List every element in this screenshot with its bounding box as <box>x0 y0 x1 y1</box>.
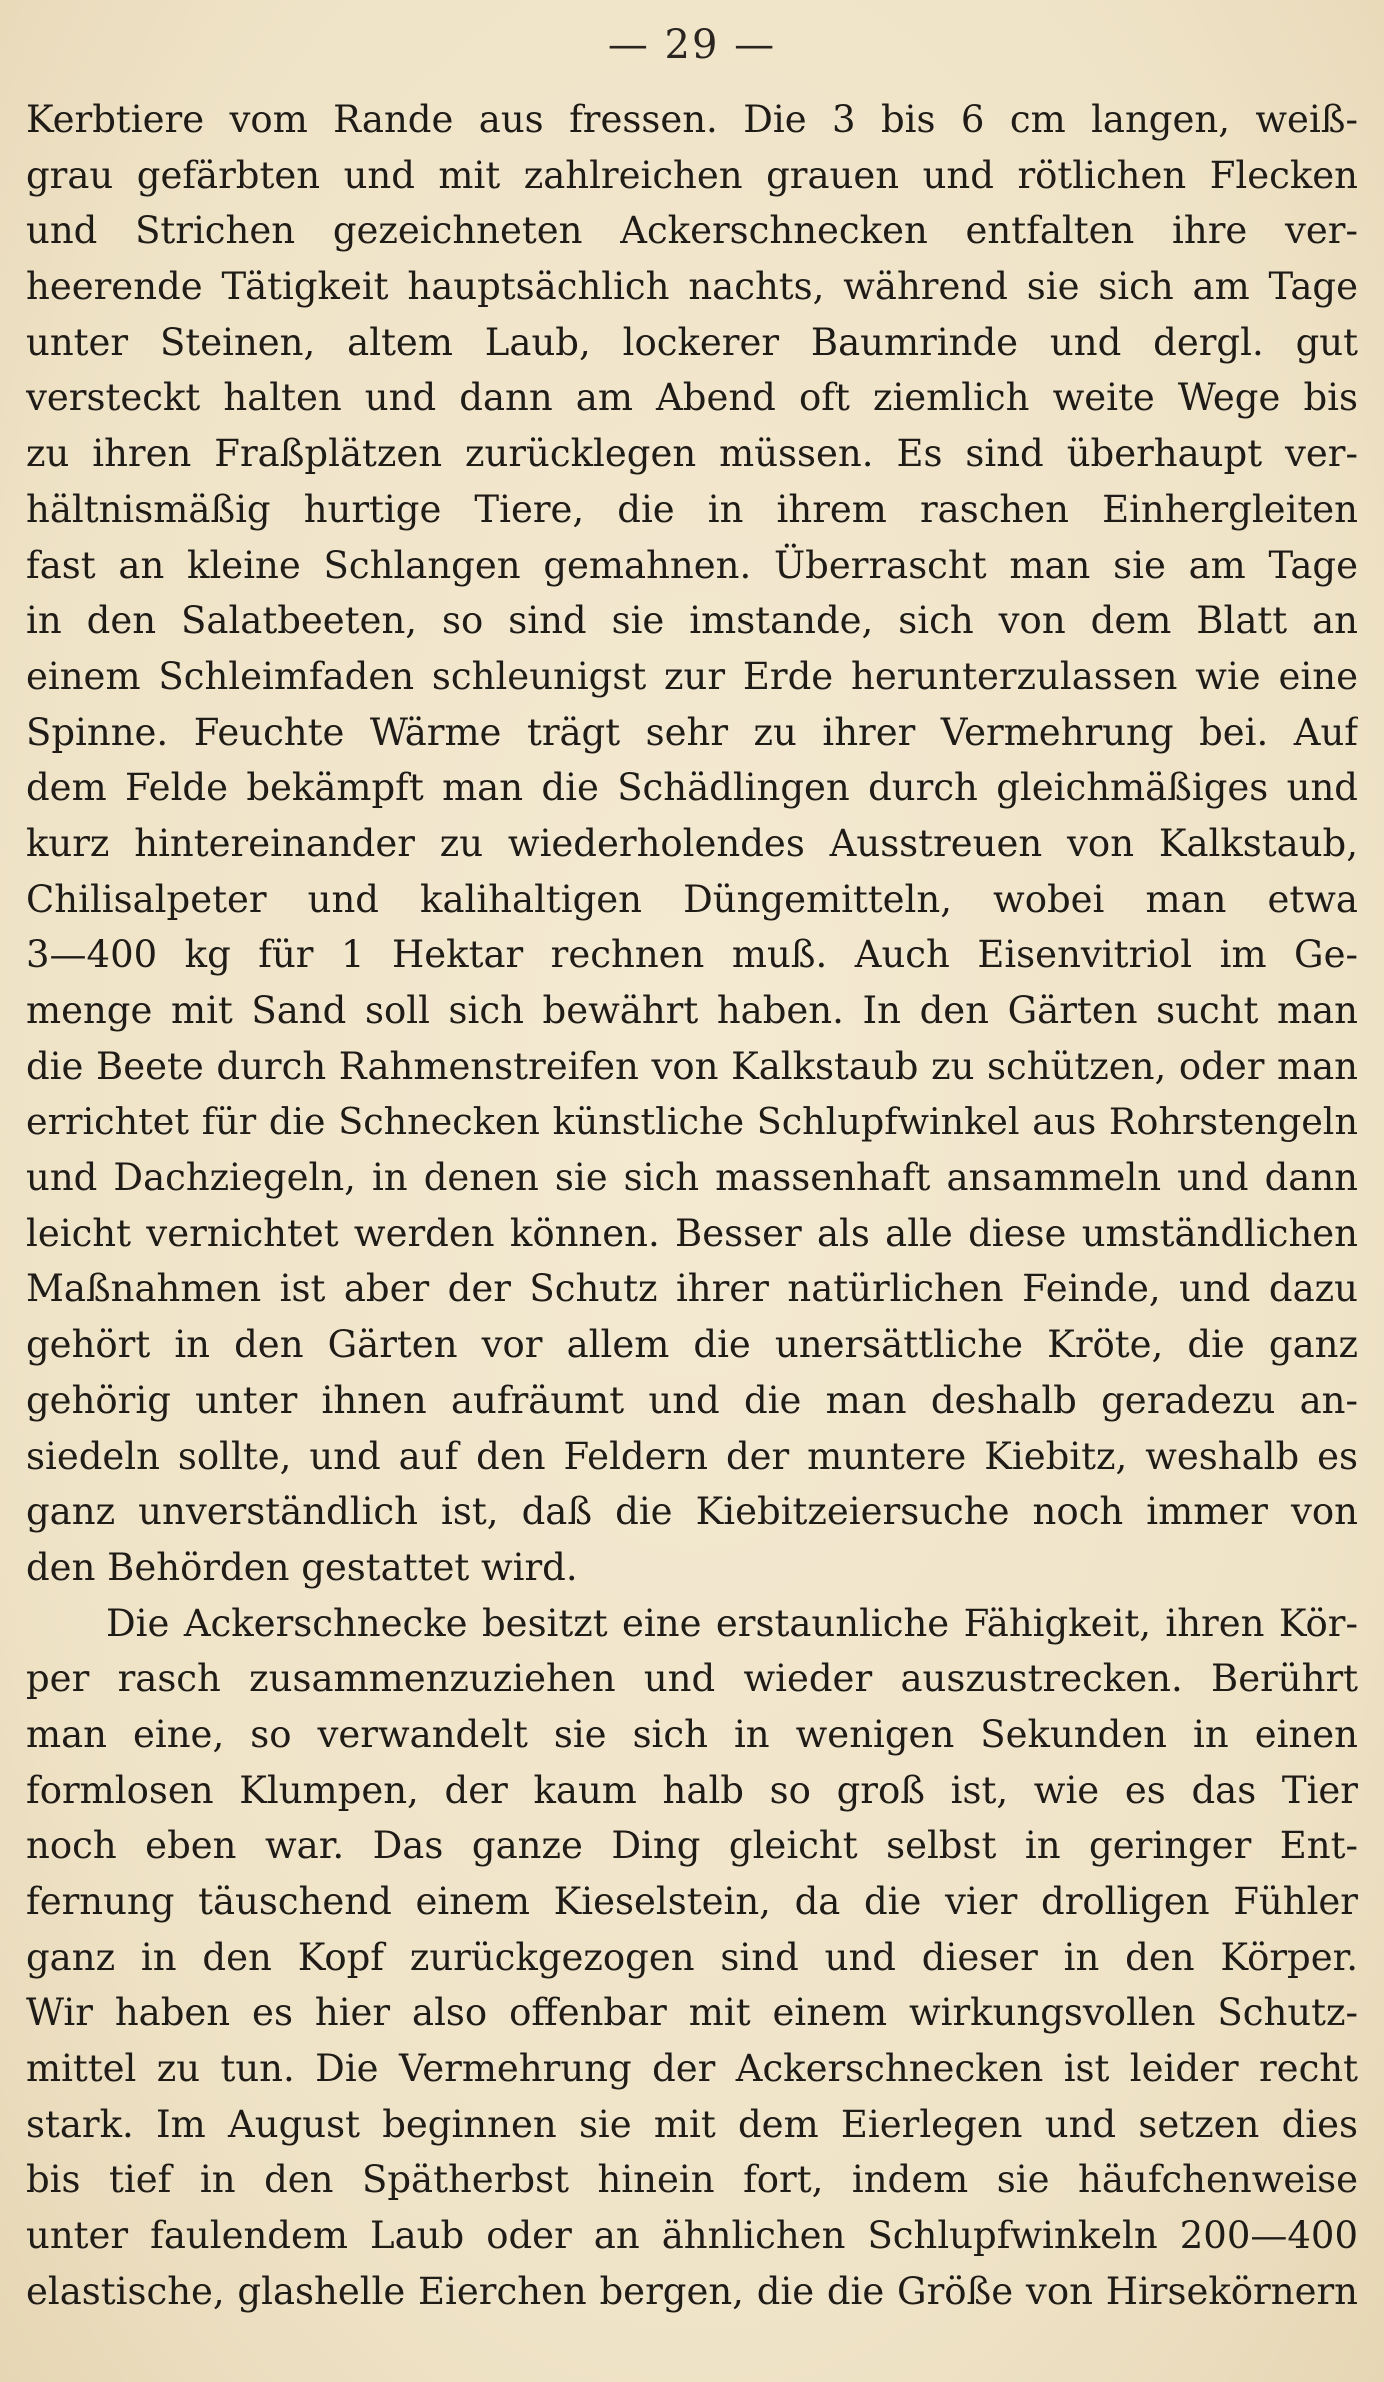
paragraph-1 <box>26 92 1358 1596</box>
text-line: per rasch zusammenzuziehen und wieder auszustrecken. Berührt <box>26 1657 1358 1701</box>
text-line: 3—400 kg für 1 Hektar rechnen muß. Auch Eisenvitriol im Ge- <box>26 933 1358 977</box>
text-line: und Dachziegeln, in denen sie sich massenhaft ansammeln und dann <box>26 1156 1358 1200</box>
text-line: grau gefärbten und mit zahlreichen grauen und rötlichen Flecken <box>26 153 1358 197</box>
text-line: Spinne. Feuchte Wärme trägt sehr zu ihrer Vermehrung bei. Auf <box>26 710 1358 754</box>
text-line: formlosen Klumpen, der kaum halb so groß ist, wie es das Tier <box>26 1768 1358 1812</box>
text-line: unter Steinen, altem Laub, lockerer Baumrinde und dergl. gut <box>26 320 1358 364</box>
text-line: gehört in den Gärten vor allem die unersättliche Kröte, die ganz <box>26 1323 1358 1367</box>
text-line: leicht vernichtet werden können. Besser als alle diese umständlichen <box>26 1211 1358 1255</box>
text-line: mittel zu tun. Die Vermehrung der Ackerschnecken ist leider recht <box>26 2047 1358 2091</box>
text-line: Maßnahmen ist aber der Schutz ihrer natürlichen Feinde, und dazu <box>26 1267 1358 1311</box>
text-line: hältnismäßig hurtige Tiere, die in ihrem raschen Einhergleiten <box>26 487 1358 531</box>
text-line: zu ihren Fraßplätzen zurücklegen müssen. Es sind überhaupt ver- <box>26 432 1358 476</box>
text-line: einem Schleimfaden schleunigst zur Erde herunterzulassen wie eine <box>26 654 1358 698</box>
text-line: ganz unverständlich ist, daß die Kiebitzeiersuche noch immer von <box>26 1490 1358 1534</box>
text-line: versteckt halten und dann am Abend oft ziemlich weite Wege bis <box>26 376 1358 420</box>
text-line: bis tief in den Spätherbst hinein fort, indem sie häufchenweise <box>26 2158 1358 2202</box>
text-line: ganz in den Kopf zurückgezogen sind und dieser in den Körper. <box>26 1935 1358 1979</box>
body-text <box>26 92 1358 2320</box>
text-line: stark. Im August beginnen sie mit dem Eierlegen und setzen dies <box>26 2102 1358 2146</box>
text-line: dem Felde bekämpft man die Schädlingen durch gleichmäßiges und <box>26 766 1358 810</box>
text-line: fast an kleine Schlangen gemahnen. Überrascht man sie am Tage <box>26 543 1358 587</box>
paragraph-2 <box>26 1596 1358 2320</box>
text-line: unter faulendem Laub oder an ähnlichen Schlupfwinkeln 200—400 <box>26 2214 1358 2258</box>
text-line: elastische, glashelle Eierchen bergen, die die Größe von Hirsekörnern <box>26 2269 1358 2313</box>
text-line: Kerbtiere vom Rande aus fressen. Die 3 bis 6 cm langen, weiß- <box>26 98 1358 141</box>
text-line: in den Salatbeeten, so sind sie imstande, sich von dem Blatt an <box>26 599 1358 643</box>
text-line: die Beete durch Rahmenstreifen von Kalkstaub zu schützen, oder man <box>26 1044 1358 1088</box>
text-line: errichtet für die Schnecken künstliche Schlupfwinkel aus Rohrstengeln <box>26 1100 1358 1144</box>
text-line: und Strichen gezeichneten Ackerschnecken entfalten ihre ver- <box>26 209 1358 253</box>
text-line: gehörig unter ihnen aufräumt und die man deshalb geradezu an- <box>26 1378 1358 1422</box>
text-line: menge mit Sand soll sich bewährt haben. In den Gärten sucht man <box>26 989 1358 1032</box>
text-line: Die Ackerschnecke besitzt eine erstaunliche Fähigkeit, ihren Kör- <box>106 1601 1358 1645</box>
text-line: Chilisalpeter und kalihaltigen Düngemitteln, wobei man etwa <box>26 877 1358 921</box>
text-line: man eine, so verwandelt sie sich in wenigen Sekunden in einen <box>26 1712 1358 1756</box>
text-line: noch eben war. Das ganze Ding gleicht selbst in geringer Ent- <box>26 1824 1358 1868</box>
text-line: kurz hintereinander zu wiederholendes Ausstreuen von Kalkstaub, <box>26 821 1358 865</box>
text-line: siedeln sollte, und auf den Feldern der muntere Kiebitz, weshalb es <box>26 1434 1358 1478</box>
text-line: fernung täuschend einem Kieselstein, da die vier drolligen Fühler <box>26 1880 1358 1923</box>
text-line: Wir haben es hier also offenbar mit einem wirkungsvollen Schutz- <box>26 1991 1358 2035</box>
text-line: den Behörden gestattet wird. <box>26 1545 578 1589</box>
page-number: — 29 — <box>607 22 777 68</box>
text-line: heerende Tätigkeit hauptsächlich nachts, während sie sich am Tage <box>26 265 1358 309</box>
